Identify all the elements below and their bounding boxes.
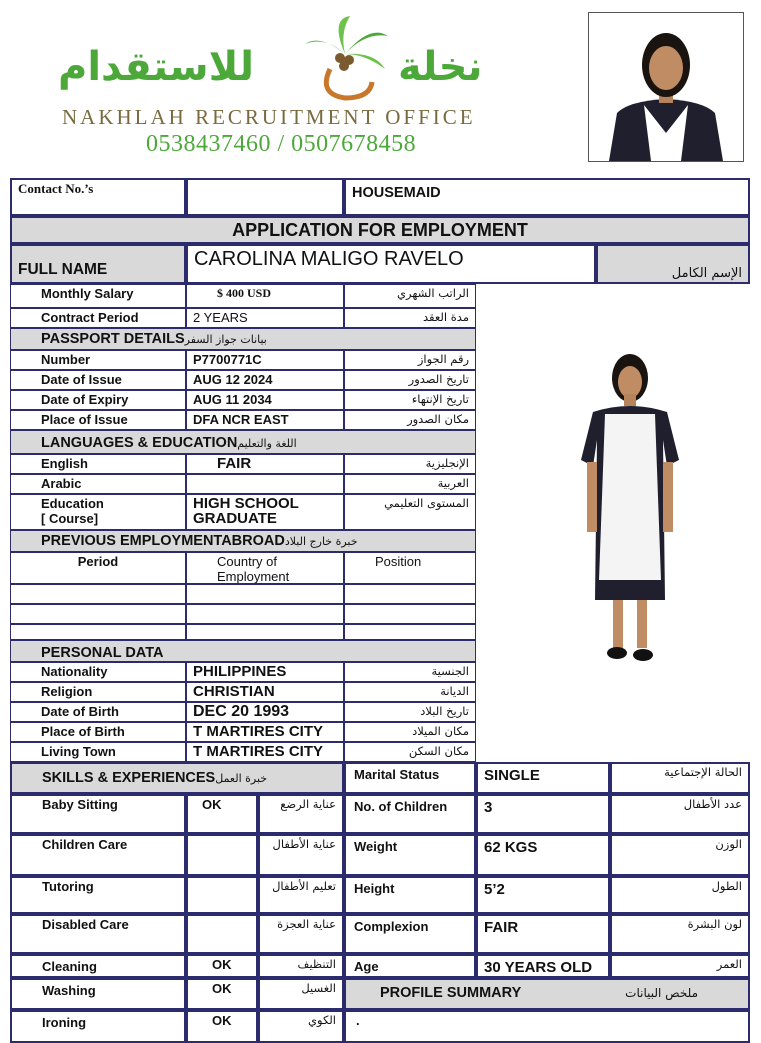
logo-arabic: [58, 44, 483, 90]
complexion-label-ar: لون البشرة: [610, 914, 750, 954]
passport-title-ar: بيانات جواز السفر: [184, 333, 267, 346]
nationality-value: PHILIPPINES: [186, 662, 344, 682]
skills-title-ar: خبرة العمل: [215, 772, 268, 785]
salary-label-ar: الراتب الشهري: [344, 284, 476, 308]
passport-issue-label-ar: تاريخ الصدور: [344, 370, 476, 390]
dob-label-ar: تاريخ البلاد: [344, 702, 476, 722]
skill-baby-sitting-label-ar: عناية الرضع: [258, 794, 344, 834]
passport-number-label-ar: رقم الجواز: [344, 350, 476, 370]
languages-section-title: [10, 430, 476, 454]
col-country: [186, 552, 344, 584]
skill-ironing-label-ar: الكوي: [258, 1010, 344, 1043]
previous-section-title: [10, 530, 476, 552]
skill-tutoring-value: [186, 876, 258, 914]
education-value: [186, 494, 344, 530]
marital-status-value: SINGLE: [476, 762, 610, 794]
contact-label: Contact No.’s: [10, 178, 186, 216]
prev-row-3-country: [186, 624, 344, 640]
passport-expiry-value: AUG 11 2034: [186, 390, 344, 410]
prev-row-3-period: [10, 624, 186, 640]
passport-section-title: [10, 328, 476, 350]
skills-title: SKILLS & EXPERIENCES: [42, 770, 216, 786]
education-label-ar: المستوى التعليمي: [344, 494, 476, 530]
passport-place-label-ar: مكان الصدور: [344, 410, 476, 430]
application-title: APPLICATION FOR EMPLOYMENT: [10, 216, 750, 244]
passport-number-label: Number: [10, 350, 186, 370]
passport-title: PASSPORT DETAILS: [41, 331, 185, 347]
passport-expiry-label: Date of Expiry: [10, 390, 186, 410]
profile-summary-header: [344, 978, 750, 1010]
pob-label: Place of Birth: [10, 722, 186, 742]
passport-expiry-label-ar: تاريخ الإنتهاء: [344, 390, 476, 410]
marital-status-label: Marital Status: [344, 762, 476, 794]
religion-label: Religion: [10, 682, 186, 702]
english-label-ar: الإنجليزية: [344, 454, 476, 474]
contract-value: 2 YEARS: [186, 308, 344, 328]
prev-row-1-period: [10, 584, 186, 604]
arabic-label-ar: العربية: [344, 474, 476, 494]
living-town-label: Living Town: [10, 742, 186, 762]
skill-baby-sitting-label: Baby Sitting: [10, 794, 186, 834]
skill-cleaning-label: Cleaning: [10, 954, 186, 978]
position-title: HOUSEMAID: [344, 178, 750, 216]
previous-title-ar: خبرة خارج البلاد: [284, 535, 358, 548]
contact-value: [186, 178, 344, 216]
age-label: Age: [344, 954, 476, 978]
previous-title: PREVIOUS EMPLOYMENTABROAD: [41, 533, 285, 549]
palm-logo-icon: [300, 14, 390, 104]
office-phones: 0538437460 / 0507678458: [146, 131, 417, 157]
logo-arabic-left: للاستقدام: [58, 44, 254, 90]
education-label: [10, 494, 186, 530]
religion-value: CHRISTIAN: [186, 682, 344, 702]
passport-issue-label: Date of Issue: [10, 370, 186, 390]
skill-tutoring-label-ar: تعليم الأطفال: [258, 876, 344, 914]
passport-place-value: DFA NCR EAST: [186, 410, 344, 430]
languages-title-ar: اللغة والتعليم: [237, 437, 297, 450]
salary-label: Monthly Salary: [10, 284, 186, 308]
salary-value: $ 400 USD: [186, 284, 344, 308]
full-name-label-ar: الإسم الكامل: [596, 244, 750, 284]
religion-label-ar: الديانة: [344, 682, 476, 702]
col-country-line1: Country of: [217, 554, 277, 569]
prev-row-1-country: [186, 584, 344, 604]
age-value: 30 YEARS OLD: [476, 954, 610, 978]
prev-row-3-position: [344, 624, 476, 640]
nationality-label: Nationality: [10, 662, 186, 682]
children-count-value: 3: [476, 794, 610, 834]
office-name: NAKHLAH RECRUITMENT OFFICE: [62, 105, 476, 129]
col-position: Position: [344, 552, 476, 584]
complexion-label: Complexion: [344, 914, 476, 954]
col-period: Period: [10, 552, 186, 584]
skill-baby-sitting-value: OK: [186, 794, 258, 834]
col-country-line2: Employment: [217, 569, 290, 584]
contract-label: Contract Period: [10, 308, 186, 328]
skill-cleaning-value: OK: [186, 954, 258, 978]
education-label-line2: [ Course]: [41, 511, 99, 526]
languages-title: LANGUAGES & EDUCATION: [41, 435, 238, 451]
education-value-line1: HIGH SCHOOL: [193, 495, 299, 512]
education-value-line2: GRADUATE: [193, 510, 277, 527]
prev-row-2-position: [344, 604, 476, 624]
arabic-label: Arabic: [10, 474, 186, 494]
height-value: 5’2: [476, 876, 610, 914]
english-value: FAIR: [186, 454, 344, 474]
profile-summary-text: .: [344, 1010, 750, 1043]
applicant-headshot: [588, 12, 744, 162]
skill-washing-label: Washing: [10, 978, 186, 1010]
full-name-label: FULL NAME: [10, 244, 186, 284]
skill-children-care-value: [186, 834, 258, 876]
arabic-value: [186, 474, 344, 494]
skill-disabled-care-label-ar: عناية العجزة: [258, 914, 344, 954]
skill-ironing-value: OK: [186, 1010, 258, 1043]
skill-disabled-care-label: Disabled Care: [10, 914, 186, 954]
living-town-label-ar: مكان السكن: [344, 742, 476, 762]
full-name-value: CAROLINA MALIGO RAVELO: [186, 244, 596, 284]
education-label-line1: Education: [41, 496, 104, 511]
pob-label-ar: مكان الميلاد: [344, 722, 476, 742]
skill-disabled-care-value: [186, 914, 258, 954]
skill-children-care-label-ar: عناية الأطفال: [258, 834, 344, 876]
english-label: English: [10, 454, 186, 474]
personal-section-title: PERSONAL DATA: [10, 640, 476, 662]
dob-value: DEC 20 1993: [186, 702, 344, 722]
applicant-full-body-photo: [575, 350, 685, 670]
skill-children-care-label: Children Care: [10, 834, 186, 876]
marital-status-label-ar: الحالة الإجتماعية: [610, 762, 750, 794]
children-count-label: No. of Children: [344, 794, 476, 834]
weight-label: Weight: [344, 834, 476, 876]
profile-summary-title-ar: ملخص البيانات: [625, 986, 698, 1000]
skill-washing-label-ar: الغسيل: [258, 978, 344, 1010]
pob-value: T MARTIRES CITY: [186, 722, 344, 742]
height-label: Height: [344, 876, 476, 914]
passport-issue-value: AUG 12 2024: [186, 370, 344, 390]
skill-ironing-label: Ironing: [10, 1010, 186, 1043]
contract-label-ar: مدة العقد: [344, 308, 476, 328]
prev-row-2-period: [10, 604, 186, 624]
age-label-ar: العمر: [610, 954, 750, 978]
profile-summary-title: PROFILE SUMMARY: [380, 985, 522, 1001]
complexion-value: FAIR: [476, 914, 610, 954]
prev-row-1-position: [344, 584, 476, 604]
height-label-ar: الطول: [610, 876, 750, 914]
passport-place-label: Place of Issue: [10, 410, 186, 430]
weight-value: 62 KGS: [476, 834, 610, 876]
skill-washing-value: OK: [186, 978, 258, 1010]
dob-label: Date of Birth: [10, 702, 186, 722]
skill-cleaning-label-ar: التنظيف: [258, 954, 344, 978]
skill-tutoring-label: Tutoring: [10, 876, 186, 914]
children-count-label-ar: عدد الأطفال: [610, 794, 750, 834]
nationality-label-ar: الجنسية: [344, 662, 476, 682]
living-town-value: T MARTIRES CITY: [186, 742, 344, 762]
skills-section-title: [10, 762, 344, 794]
weight-label-ar: الوزن: [610, 834, 750, 876]
prev-row-2-country: [186, 604, 344, 624]
logo-arabic-right: نخلة: [398, 44, 483, 90]
passport-number-value: P7700771C: [186, 350, 344, 370]
